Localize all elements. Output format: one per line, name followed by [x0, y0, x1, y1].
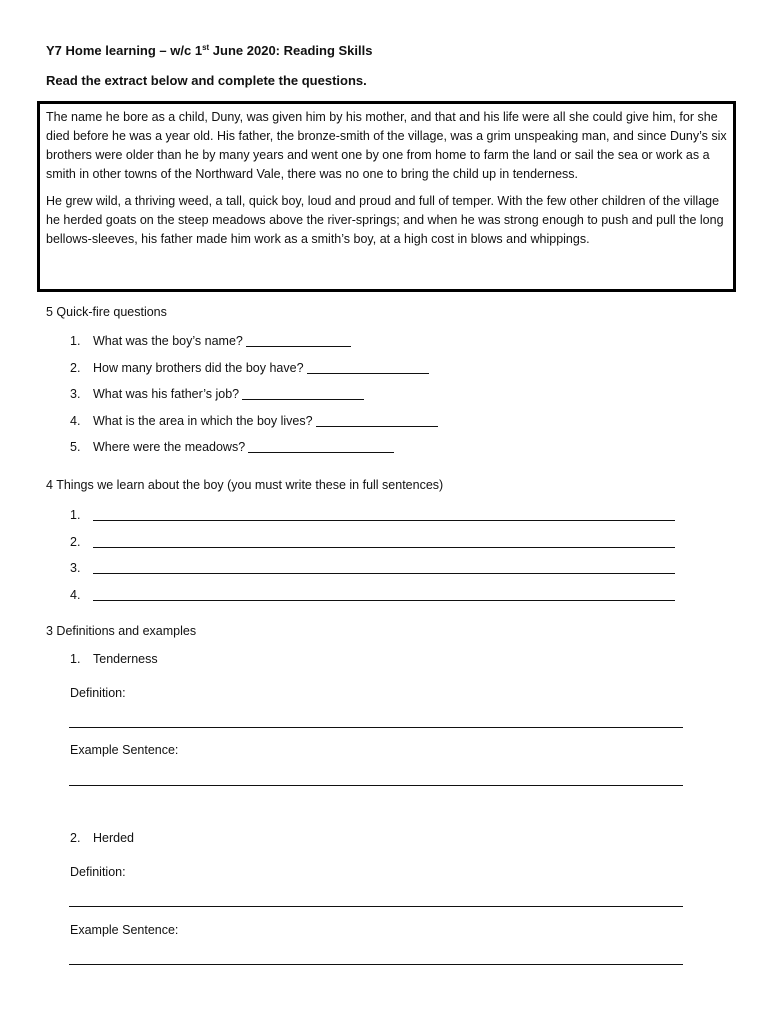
- question-item: 2. How many brothers did the boy have?: [70, 361, 438, 388]
- things-heading: 4 Things we learn about the boy (you must write these in full sentences): [46, 478, 444, 492]
- writing-line[interactable]: [93, 588, 675, 601]
- extract-box: [37, 101, 736, 292]
- answer-blank[interactable]: [248, 440, 394, 453]
- worksheet-title: Y7 Home learning – w/c 1st June 2020: Reading Skills: [46, 43, 373, 58]
- question-text: What was the boy’s name?: [93, 334, 243, 348]
- list-item: 2.: [70, 535, 675, 562]
- example-label: Example Sentence:: [70, 743, 179, 757]
- question-item: 4. What is the area in which the boy lives?: [70, 414, 438, 441]
- answer-blank[interactable]: [246, 334, 351, 347]
- writing-line[interactable]: [93, 561, 675, 574]
- extract-paragraph-2: He grew wild, a thriving weed, a tall, quick boy, loud and proud and full of temper. With the few other children of the village he herded goats on the steep meadows above the river-springs; and when he was strong enough to push and pull the long bellows-sleeves, his father made him work as a smith’s boy, at a high cost in blows and whippings.: [46, 194, 724, 246]
- writing-line[interactable]: [93, 535, 675, 548]
- question-item: 1. What was the boy’s name?: [70, 334, 438, 361]
- answer-blank[interactable]: [307, 361, 429, 374]
- question-text: How many brothers did the boy have?: [93, 360, 304, 375]
- answer-blank[interactable]: [242, 387, 364, 400]
- list-item: 1.: [70, 508, 675, 535]
- example-line[interactable]: [69, 964, 683, 965]
- definition-label: Definition:: [70, 686, 126, 700]
- quickfire-list: [70, 334, 438, 467]
- word-heading: 1. Tenderness: [70, 652, 158, 666]
- question-text: What is the area in which the boy lives?: [93, 413, 313, 428]
- list-item: 3.: [70, 561, 675, 588]
- example-line[interactable]: [69, 785, 683, 786]
- definitions-heading: 3 Definitions and examples: [46, 624, 197, 638]
- question-text: What was his father’s job?: [93, 387, 240, 401]
- question-item: 3. What was his father’s job?: [70, 387, 438, 414]
- things-list: [70, 508, 675, 614]
- question-item: 5. Where were the meadows?: [70, 440, 438, 467]
- word-heading: 2. Herded: [70, 831, 134, 845]
- answer-blank[interactable]: [316, 414, 438, 427]
- example-label: Example Sentence:: [70, 923, 179, 937]
- list-item: 4.: [70, 588, 675, 615]
- instruction: Read the extract below and complete the questions.: [46, 73, 367, 88]
- definition-line[interactable]: [69, 727, 683, 728]
- definition-label: Definition:: [70, 865, 126, 879]
- quickfire-heading: 5 Quick-fire questions: [46, 305, 167, 319]
- question-text: Where were the meadows?: [93, 440, 246, 454]
- definition-line[interactable]: [69, 906, 683, 907]
- extract-paragraph-1: The name he bore as a child, Duny, was given him by his mother, and that and his life were all she could give him, for she died before he was a year old. His father, the bronze-smith of the village, was a grim unspeaking man, and since Duny’s six brothers were older than he by many years and went one by one from home to farm the land or sail the sea or work as a smith in other towns of the Northward Vale, there was no one to bring the child up in tenderness.: [46, 110, 727, 181]
- writing-line[interactable]: [93, 508, 675, 521]
